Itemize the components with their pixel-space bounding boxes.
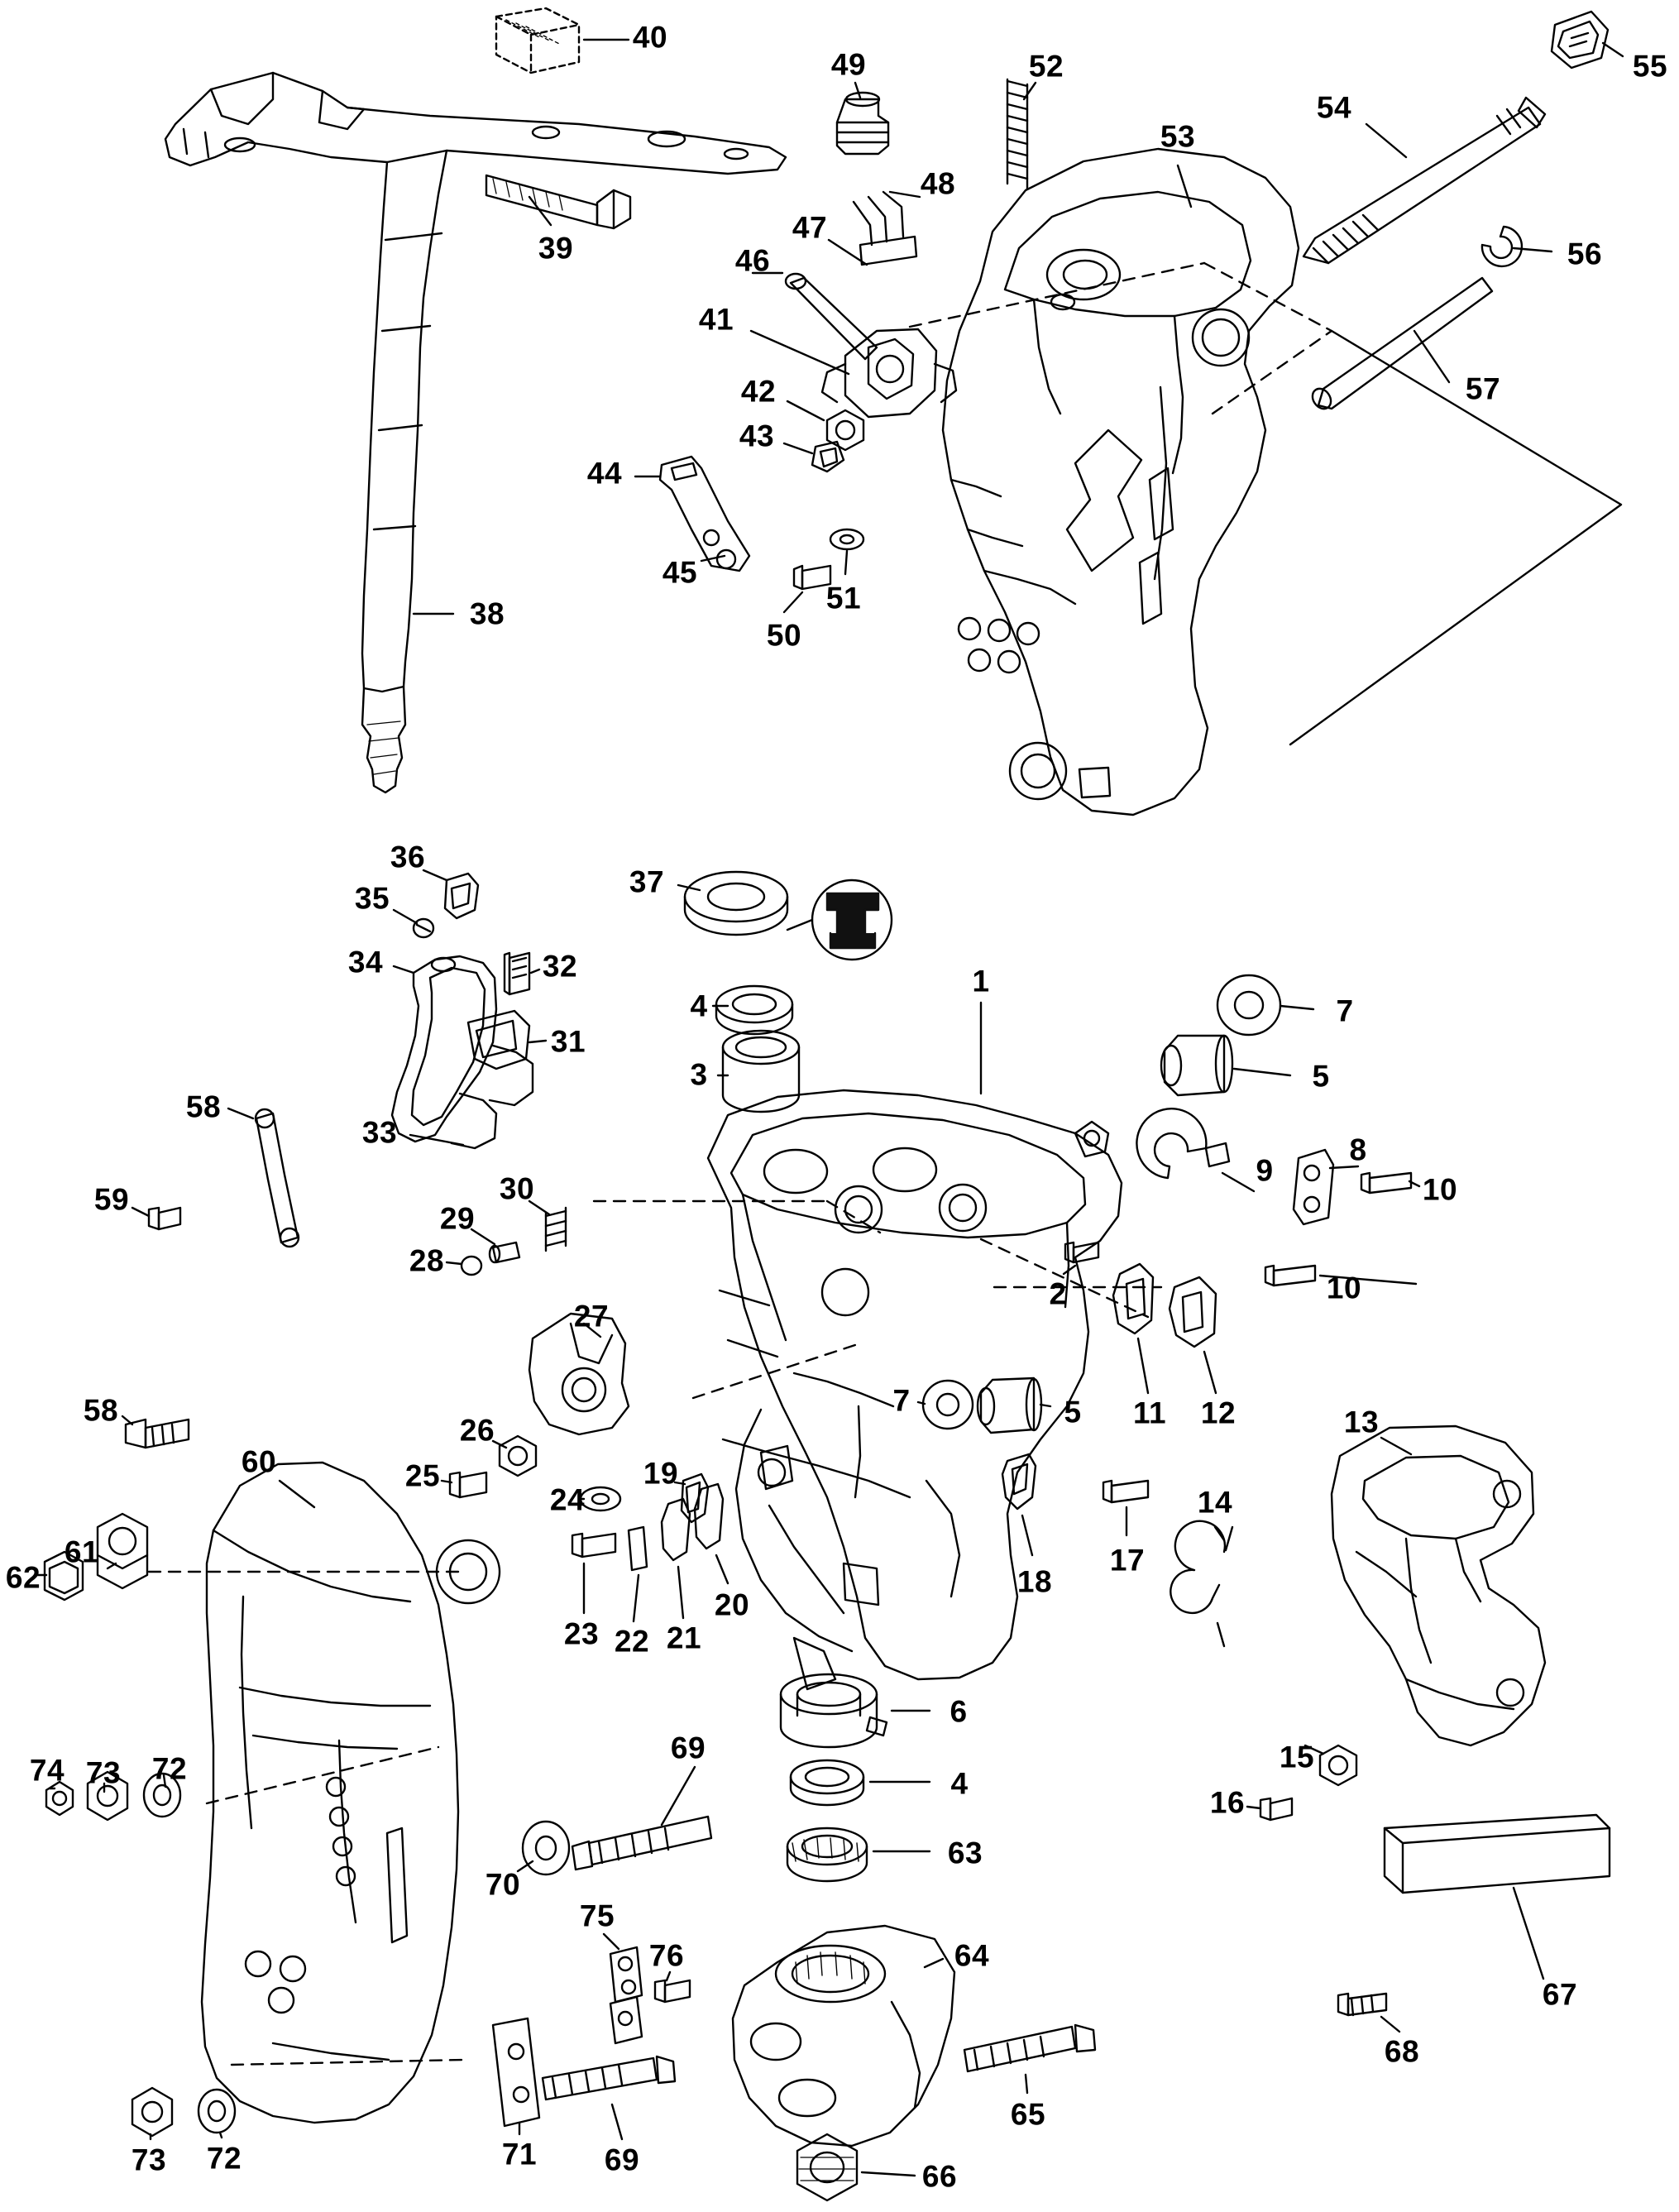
- part-42-nut: [827, 410, 863, 450]
- callout-number: 29: [439, 1201, 476, 1236]
- callout-number: 2: [1049, 1276, 1067, 1311]
- callout-number: 43: [739, 419, 775, 453]
- part-55-spring-clip: [1552, 12, 1608, 68]
- callout-number: 15: [1279, 1740, 1315, 1774]
- part-39-bolt: [486, 175, 630, 228]
- callout-number: 73: [131, 2143, 167, 2177]
- callout-number: 27: [573, 1299, 610, 1333]
- part-4-washer-lower: [791, 1760, 863, 1805]
- callout-number: 11: [1132, 1396, 1167, 1430]
- part-46-rod: [786, 274, 877, 359]
- callout-number: 39: [538, 231, 574, 266]
- callout-number: 1: [972, 964, 990, 998]
- callout-number: 37: [629, 864, 665, 899]
- part-37-seal: [685, 872, 787, 935]
- part-36-switch: [445, 874, 478, 918]
- part-70-washer: [523, 1822, 569, 1874]
- part-18-clip: [1002, 1454, 1036, 1509]
- part-69-bolt-lower: [543, 2056, 675, 2099]
- part-32-bolt: [505, 953, 529, 994]
- part-43-bushing: [812, 442, 844, 472]
- part-29-pin: [490, 1242, 519, 1262]
- callout-number: 46: [734, 243, 771, 278]
- part-41-sender: [822, 329, 956, 417]
- part-10-bolt-b: [1265, 1266, 1315, 1286]
- callout-number: 7: [892, 1383, 911, 1418]
- callout-number: 62: [5, 1560, 41, 1595]
- part-53-swivel-bracket: [943, 149, 1299, 815]
- grease-fitting-icon: [812, 880, 892, 960]
- callout-number: 71: [501, 2137, 538, 2171]
- callout-number: 7: [1336, 993, 1354, 1028]
- part-61-nut: [98, 1514, 147, 1588]
- callout-number: 49: [830, 47, 867, 82]
- callout-number: 12: [1200, 1396, 1237, 1430]
- callout-number: 32: [542, 949, 578, 984]
- part-26-nut: [500, 1436, 536, 1476]
- callout-number: 61: [64, 1535, 100, 1569]
- callout-number: 28: [409, 1243, 445, 1278]
- callout-number: 18: [1016, 1564, 1053, 1599]
- callout-number: 72: [151, 1751, 188, 1786]
- part-34-wire-harness: [392, 956, 533, 1148]
- callout-number: 64: [954, 1938, 990, 1973]
- part-72-washer-b: [199, 2090, 235, 2133]
- callout-number: 58: [83, 1393, 119, 1428]
- part-9-clamp: [1136, 1108, 1229, 1178]
- callout-number: 34: [347, 945, 384, 979]
- part-10-bolt-a: [1361, 1173, 1411, 1193]
- part-50-bolt: [794, 566, 830, 589]
- callout-number: 42: [740, 374, 777, 409]
- callout-number: 8: [1349, 1132, 1367, 1167]
- part-4-washer-upper: [716, 986, 792, 1034]
- callout-number: 4: [950, 1766, 969, 1801]
- callout-number: 50: [766, 618, 802, 653]
- part-1-swivel-bracket: [708, 1090, 1122, 1689]
- part-57-pin: [1308, 278, 1492, 412]
- callout-number: 5: [1064, 1395, 1082, 1429]
- part-8-bracket: [1294, 1150, 1333, 1224]
- callout-number: 19: [643, 1456, 679, 1491]
- callout-number: 33: [361, 1115, 398, 1150]
- part-64-lower-housing: [733, 1926, 954, 2146]
- part-44-lever: [660, 457, 749, 571]
- callout-number: 41: [698, 302, 734, 337]
- callout-number: 69: [604, 2143, 640, 2177]
- callout-number: 21: [666, 1621, 702, 1655]
- callout-number: 9: [1256, 1153, 1274, 1188]
- callout-number: 26: [459, 1413, 495, 1448]
- part-6-bearing: [781, 1674, 887, 1747]
- callout-number: 25: [404, 1458, 441, 1493]
- callout-number: 10: [1326, 1271, 1362, 1305]
- callout-number: 20: [714, 1587, 750, 1622]
- callout-number: 3: [690, 1057, 708, 1092]
- callout-number: 72: [206, 2141, 242, 2176]
- part-48-wires: [854, 192, 916, 265]
- callout-number: 69: [670, 1731, 706, 1765]
- callout-number: 24: [549, 1482, 586, 1517]
- callout-number: 63: [947, 1836, 983, 1870]
- callout-number: 14: [1197, 1485, 1233, 1520]
- callout-number: 4: [690, 989, 708, 1023]
- part-49-grommet: [837, 93, 888, 154]
- part-51-washer: [830, 529, 863, 549]
- callout-number: 59: [93, 1182, 130, 1217]
- callout-number: 40: [632, 20, 668, 55]
- callout-number: 60: [241, 1444, 277, 1479]
- callout-number: 57: [1465, 371, 1501, 406]
- callout-number: 55: [1632, 49, 1668, 84]
- part-76-bolt: [655, 1980, 690, 2002]
- callout-number: 75: [579, 1898, 615, 1933]
- callout-number: 6: [950, 1694, 968, 1729]
- callout-number: 47: [792, 210, 828, 245]
- callout-number: 36: [390, 840, 426, 874]
- callout-number: 74: [29, 1753, 65, 1788]
- callout-number: 76: [648, 1938, 685, 1973]
- part-69-bolt-upper: [572, 1817, 711, 1870]
- part-5-sleeve-right: [1161, 1036, 1232, 1095]
- part-58-bolt-lower: [126, 1420, 189, 1448]
- part-24-washer: [581, 1487, 620, 1511]
- callout-number: 45: [662, 555, 698, 590]
- part-59-bolt: [149, 1208, 180, 1229]
- part-3-bushing: [723, 1031, 799, 1112]
- callout-number: 51: [825, 581, 862, 615]
- part-38-swivel-shaft: [165, 73, 786, 792]
- part-73-nut-b: [132, 2088, 172, 2136]
- part-7-washer-right: [1217, 975, 1280, 1035]
- callout-number: 17: [1109, 1543, 1146, 1578]
- part-17-bolt: [1103, 1481, 1148, 1502]
- part-75-plate: [610, 1947, 642, 2043]
- callout-number: 65: [1010, 2097, 1046, 2132]
- callout-number: 30: [499, 1171, 535, 1206]
- part-58-link-upper: [256, 1109, 299, 1247]
- part-5-sleeve-lower: [978, 1378, 1041, 1433]
- callout-number: 73: [85, 1755, 122, 1790]
- callout-number: 38: [469, 596, 505, 631]
- callout-number: 54: [1316, 90, 1352, 125]
- part-22-pin: [629, 1527, 647, 1570]
- part-71-plate: [493, 2018, 539, 2126]
- callout-number: 44: [586, 456, 623, 491]
- part-52-spring: [1007, 79, 1027, 189]
- callout-number: 35: [354, 881, 390, 916]
- callout-number: 23: [563, 1616, 600, 1651]
- part-68-bolt: [1338, 1994, 1386, 2015]
- part-7-washer-lower: [923, 1381, 973, 1429]
- part-65-bolt: [964, 2025, 1095, 2071]
- callout-number: 66: [921, 2159, 958, 2194]
- part-21-clip: [662, 1499, 690, 1560]
- callout-number: 13: [1343, 1405, 1380, 1439]
- part-11-clamp-half: [1113, 1264, 1153, 1333]
- part-13-bracket-arm: [1332, 1426, 1545, 1745]
- callout-number: 67: [1542, 1977, 1578, 2012]
- callout-number: 31: [550, 1024, 586, 1059]
- part-23-bolt: [572, 1534, 615, 1557]
- callout-number: 68: [1384, 2034, 1420, 2069]
- part-15-nut: [1320, 1745, 1356, 1785]
- callout-number: 22: [614, 1624, 650, 1659]
- callout-number: 52: [1028, 49, 1064, 84]
- callout-number: 70: [485, 1867, 521, 1902]
- callout-number: 10: [1422, 1172, 1458, 1207]
- part-31-bracket: [468, 1011, 529, 1069]
- callout-number: 5: [1312, 1059, 1330, 1094]
- callout-number: 56: [1567, 237, 1603, 271]
- part-16-bolt: [1260, 1798, 1292, 1820]
- part-40-box: [496, 8, 579, 73]
- part-67-keystock: [1385, 1815, 1610, 1893]
- part-35-screw: [414, 919, 433, 937]
- callout-number: 48: [920, 166, 956, 201]
- part-28-detent: [462, 1257, 481, 1275]
- part-25-bolt: [450, 1472, 486, 1497]
- part-56-circlip: [1482, 227, 1522, 266]
- callout-number: 16: [1209, 1785, 1246, 1820]
- callout-number: 58: [185, 1089, 222, 1124]
- part-63-bearing: [787, 1828, 867, 1881]
- part-12-clamp-half: [1170, 1277, 1216, 1347]
- callout-number: 53: [1160, 119, 1196, 154]
